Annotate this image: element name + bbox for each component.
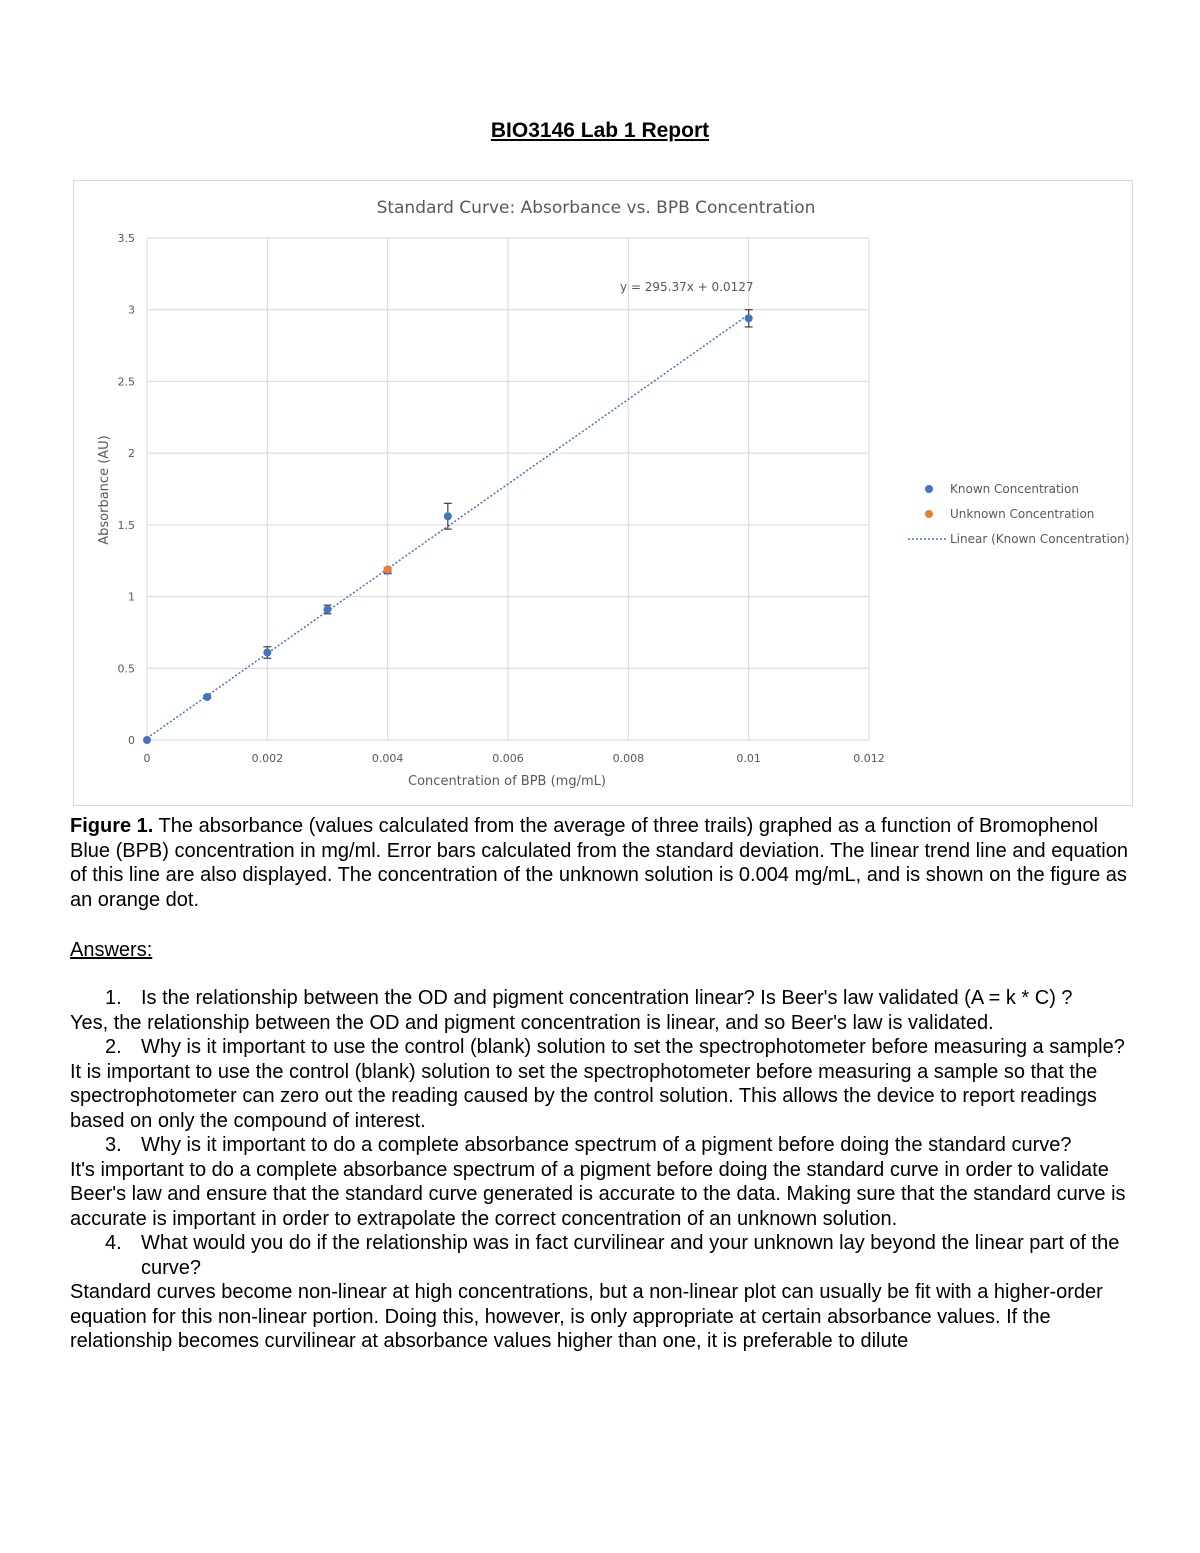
y-axis-label: Absorbance (AU) [97,435,112,545]
x-tick-label: 0.008 [612,752,645,765]
legend-label-linear: Linear (Known Concentration) [950,532,1130,546]
legend-marker-unknown [925,510,933,518]
y-tick-label: 3.5 [117,232,135,245]
known-data-point [263,649,271,657]
x-axis-label: Concentration of BPB (mg/mL) [408,774,606,789]
y-tick-label: 2 [128,447,135,461]
question-number: 4. [105,1232,122,1254]
legend-label-known: Known Concentration [950,482,1079,496]
x-tick-label: 0.004 [371,752,404,765]
legend-label-unknown: Unknown Concentration [950,507,1095,521]
question-text: Why is it important to do a complete absorbance spectrum of a pigment before doing the standard curve? [141,1134,1072,1156]
known-data-point [203,693,211,701]
figure-caption-text: The absorbance (values calculated from the average of three trails) graphed as a function of Bromophenol Blue (BPB) concentration in mg/ml. Error bars calculated from the standard deviation. The linear trend line and equation of this line are also displayed. The concentration of the unknown solution is 0.004 mg/mL, and is shown on the figure as an orange dot. [70,815,1128,911]
qa-list [70,986,1140,1354]
y-tick-label: 1 [128,590,135,604]
y-tick-label: 2.5 [117,375,135,389]
question-1 [70,986,1140,1011]
question-text: Why is it important to use the control (blank) solution to set the spectrophotometer before measuring a sample? [141,1036,1125,1058]
y-tick-label: 0 [128,734,135,747]
legend [908,482,1129,546]
legend-marker-known [925,485,933,493]
question-number: 3. [105,1134,122,1156]
answer-2: It is important to use the control (blank) solution to set the spectrophotometer before measuring a sample so that the spectrophotometer can zero out the reading caused by the control solution. This allows the device to report readings based on only the compound of interest. [70,1060,1098,1132]
document-title: BIO3146 Lab 1 Report [490,119,710,142]
question-4 [70,1231,1140,1280]
y-tick-label: 0.5 [117,662,135,676]
known-data-point [143,736,151,744]
known-data-point [444,512,452,520]
y-tick-label: 3 [128,303,135,317]
x-tick-label: 0.01 [736,752,761,765]
answer-3: It's important to do a complete absorbance spectrum of a pigment before doing the standard curve in order to validate Beer's law and ensure that the standard curve generated is accurate to the data. Making sure that the standard curve is accurate is important in order to extrapolate the correct concentration of an unknown solution. [70,1158,1126,1230]
x-tick-label: 0.012 [853,752,885,765]
question-text: Is the relationship between the OD and pigment concentration linear? Is Beer's law validated (A = k * C) ? [141,987,1073,1009]
question-3 [70,1133,1140,1158]
x-tick-label: 0 [143,752,151,765]
answer-1: Yes, the relationship between the OD and pigment concentration is linear, and so Beer's law is validated. [70,1011,994,1034]
answer-4: Standard curves become non-linear at high concentrations, but a non-linear plot can usually be fit with a higher-order equation for this non-linear portion. Doing this, however, is only appropriate at certain absorbance values. If the relationship becomes curvilinear at absorbance values higher than one, it is preferable to dilute [70,1281,1103,1352]
known-data-point [324,605,332,613]
answers-heading: Answers: [70,939,153,961]
question-number: 1. [105,987,122,1009]
question-2 [70,1035,1140,1060]
x-tick-label: 0.006 [492,752,524,765]
chart-svg [74,181,1132,805]
standard-curve-chart [73,180,1133,806]
figure-caption [70,814,1140,912]
x-tick-label: 0.002 [251,752,284,765]
y-tick-label: 1.5 [117,518,135,532]
chart-title: Standard Curve: Absorbance vs. BPB Concentration [376,198,816,218]
question-text: What would you do if the relationship was in fact curvilinear and your unknown lay beyond the linear part of the curve? [141,1232,1120,1279]
question-number: 2. [105,1036,122,1058]
known-data-point [745,314,753,322]
trend-equation: y = 295.37x + 0.0127 [620,280,754,294]
unknown-data-point [384,565,392,573]
figure-caption-label: Figure 1. [70,815,154,837]
